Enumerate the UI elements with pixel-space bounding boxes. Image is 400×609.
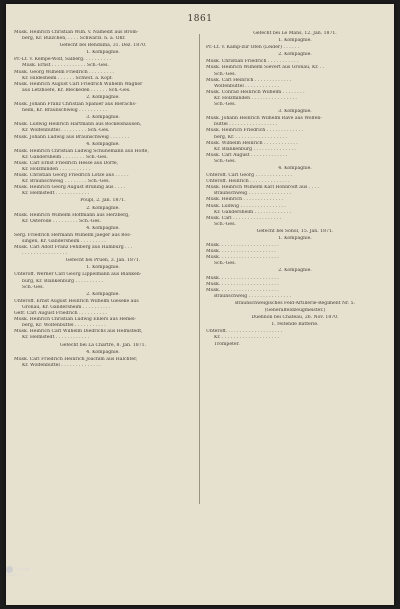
text-line: burg, Kr. Blankenburg . . . . . . . . . . — [22, 278, 104, 284]
logo-icon — [6, 566, 13, 573]
section-heading: 4. Kompagnie. — [86, 141, 120, 147]
text-line: Musk. Conrad Heinrich Wilhelm . . . . . . . . — [206, 89, 305, 95]
text-line: Musk. Heinrich August Carl Friedrich Wilhelm Wagner — [14, 81, 143, 87]
text-line: Musk. . . . . . . . . . . . . . . . . . . . . — [206, 287, 279, 293]
section-heading: 2. Kompagnie. — [86, 94, 120, 100]
text-line: Musk. Heinrich Wilhelm Karl Hohnrodt aus . . . . — [206, 185, 320, 191]
section-heading: 1. Kompagnie. — [278, 38, 312, 44]
text-line: Musk. Johann Heinrich Wilhelm Rave aus Wolfen- — [206, 116, 322, 122]
text-line: Kr. Hildesheim . . . . . . Schwst. a. Kopf. — [22, 75, 113, 81]
text-line: Sch.-Ges. — [214, 158, 236, 164]
text-line: Musk. Ludwig . . . . . . . . . . . . . . . . — [206, 203, 286, 209]
text-line: Musk. Ludwig Heinrich Hartmann aus Bockelshausen, — [14, 122, 142, 128]
text-line: Sch.-Ges. — [214, 261, 236, 267]
text-line: Kr. Osterode . . . . . . . . . Sch.-Ges. — [22, 218, 101, 224]
text-line: Musk. . . . . . . . . . . . . . . . . . . . . — [206, 243, 279, 249]
text-line: Musk. Heinrich . . . . . . . . . . . . . . — [206, 197, 283, 203]
text-line: Kr. Wolfenbüttel . . . . . . . . . . . . . . — [22, 362, 101, 368]
text-line: Kr. Gandersheim . . . . . . . . . . . . . — [214, 209, 292, 215]
text-line: Unteroff. Ernst August Heinrich Wilhelm Gieseke aus — [14, 298, 139, 304]
section-heading: 1. Kompagnie. — [86, 265, 120, 271]
section-heading: (Generalfeldzeugmeister.) — [264, 308, 326, 314]
text-line: Musk. Carl . . . . . . . . . . . . . . . . . — [206, 215, 282, 221]
text-line: Unteroff. . . . . . . . . . . . . . . . . . . . — [206, 329, 283, 335]
text-line: Unteroff. Werner Carl Georg Lippelmann aus Blanken- — [14, 272, 142, 278]
section-heading: 4. Kompagnie. — [86, 225, 120, 231]
page-number: 1861 — [187, 14, 213, 24]
left-column — [14, 30, 192, 369]
text-line: Musk. Heinrich Christian Ludwig Ehlers aus Hemel- — [14, 317, 137, 323]
section-heading: Gefecht bei La Chartre, 8. Jan. 1871. — [59, 342, 147, 348]
text-line: Musk. Heinrich Wilhelm Hoffmann aus Herzberg, — [14, 212, 130, 218]
text-line: Musk. Heinrich Carl Wilhelm Diedrichs aus Helmstedt, — [14, 329, 143, 335]
text-line: Musk. Carl Ernst Friedrich Hesse aus Dorfe, — [14, 160, 119, 166]
section-heading: 3. Kompagnie. — [278, 109, 312, 115]
section-heading: Braunschweigisches Feld-Artillerie-Regiment Nr. 5. — [234, 300, 356, 306]
text-line: Musk. Carl Friedrich Heinrich Joachim aus Halchter, — [14, 356, 138, 362]
logo-line-2: Library — [6, 573, 18, 577]
text-line: Musk. . . . . . . . . . . . . . . . . . . . . — [206, 275, 279, 281]
text-line: Sch.-Ges. — [214, 102, 236, 108]
text-line: . . . . . . . . . . . . . . . . — [22, 251, 68, 257]
text-line: Musk. Johann Ludwig aus Braunschweig . . . . . . . — [14, 134, 130, 140]
text-line: büttel . . . . . . . . . . . . . . . . . — [214, 122, 278, 128]
text-line: Kr. Holzminden . . . . . . . . . . . . . . . . — [214, 95, 297, 101]
text-line: Kr. Gandersheim . . . . . . . . Sch.-Ges. — [22, 154, 108, 160]
section-heading: Duennon bei Chateau, 26. Nov. 1870. — [251, 315, 339, 321]
text-line: Serg. Friedrich Hermann Wilhelm Jaeger aus Bös- — [14, 232, 132, 238]
text-line: Braunschweig . . . . . . . . . . . . . . . — [214, 293, 291, 299]
section-heading: Gefecht bei Benduma, 31. Dez. 1870. — [59, 43, 147, 49]
text-line: Pr.-Lt. v. Kempe-Wolf, Salberg. . . . . . . . . . — [14, 57, 111, 63]
section-heading: 4. Kompagnie. — [278, 165, 312, 171]
text-line: berg, Kr. Bülzchen, . . . . Schwarzl. n. a. Ohr. — [22, 36, 126, 42]
section-heading: 4. Kompagnie. — [86, 349, 120, 355]
text-line: Sch.-Ges. — [214, 71, 236, 77]
text-line: aus Letzhoefe, Kr. Bleckeden . . . . . . Sch.-Ges. — [22, 87, 131, 93]
text-line: Musk. Carl Heinrich . . . . . . . . . . . . . — [206, 77, 292, 83]
text-line: Unteroff. Carl Georg . . . . . . . . . . . . . — [206, 173, 293, 179]
text-line: Sch.-Ges. — [22, 284, 44, 290]
text-line: Musk. Johann Franz Christian Spanier aus Bierachs- — [14, 102, 137, 108]
text-line: Musk. Ernst . . . . . . . . . . . . Sch.-Ges. — [22, 63, 109, 69]
text-line: Wolfenbüttel . . . . . . . . . . . . — [214, 83, 279, 89]
text-line: Kr. Braunschweig . . . . . . . . Sch.-Ges. — [22, 179, 110, 185]
text-line: Gronau, Kr. Gandersheim . . . . . . . . . . — [22, 304, 111, 310]
text-line: Musk. Georg Wilhelm Friedrich . . . . . . . . . — [14, 69, 115, 75]
right-column — [206, 30, 384, 348]
text-line: Unteroff. Heinrich . . . . . . . . . . . . . . — [206, 179, 290, 185]
text-line: Musk. Heinrich Wilhelm Sievert aus Gronau, Kr. . . — [206, 65, 325, 71]
section-heading: 2. Kompagnie. — [278, 52, 312, 58]
section-heading: 2. Kompagnie. — [86, 291, 120, 297]
text-line: Musk. . . . . . . . . . . . . . . . . . . . . — [206, 281, 279, 287]
section-heading: 2. Kompagnie. — [278, 268, 312, 274]
section-heading: 1. Kompagnie. — [86, 50, 120, 56]
section-heading: Gefecht bei Sonol, 15. Jan. 1871. — [256, 228, 334, 234]
text-line: Braunschweig . . . . . . . . . . . . . . . — [214, 191, 291, 197]
text-line: Kr. Holzminden . . . . . . . . . . . — [22, 166, 91, 172]
document-page — [6, 4, 394, 605]
text-line: Kr. Helmstedt . . . . . . . . . . . . — [22, 335, 90, 341]
text-line: Trompeter. — [214, 341, 240, 347]
text-line: Musk. . . . . . . . . . . . . . . . . . . . — [206, 249, 276, 255]
section-heading: Gefecht bei Le Mans, 12. Jan. 1871. — [253, 31, 337, 36]
text-line: Kr. . . . . . . . . . . . . . . . . . . . . — [214, 335, 279, 341]
text-line: Pr.-Lt. v. Kamp-zur Ofen (Leider) . . . . . . — [206, 45, 300, 51]
text-line: Musk. Heinrich Friedrich . . . . . . . . . . . . . — [206, 128, 304, 134]
text-line: Sch.-Ges. — [214, 221, 236, 227]
text-line: Musk. . . . . . . . . . . . . . . . . . . . . — [206, 255, 279, 261]
text-line: Musk. Wilhelm Heinrich . . . . . . . . . . . . — [206, 140, 298, 146]
text-line: singen, Kr. Gandersheim . . . . . . . . . — [22, 239, 106, 244]
text-line: Gefr. Carl August Friedrich . . . . . . . . . . — [14, 311, 107, 317]
section-heading: Poupl, 2. Jan. 1871. — [80, 198, 126, 204]
text-line: berg, Kr. . . . . . . . . . . . . . . . . . . — [214, 134, 287, 140]
section-heading: Gefecht bei Pruen, 3. Jan. 1871. — [65, 258, 141, 264]
text-line: Kr. Blankenburg . . . . . . . . . . . . . . . — [214, 146, 296, 152]
text-line: Musk. Carl August . . . . . . . . . . . . . — [206, 152, 288, 158]
library-logo — [6, 566, 66, 577]
text-line: Musk. Christian Friedrich . . . . . . . . . . . — [206, 59, 299, 65]
logo-line-1: Scientific — [16, 567, 31, 572]
text-line: berg, Kr. Wolfenbüttel . . . . . . . . . . . — [22, 323, 106, 329]
text-line: heim, Kr. Braunschweig . . . . . . . . . . — [22, 108, 107, 114]
column-divider — [199, 34, 200, 504]
text-line: Musk. Heinrich Christian Ludwig Schünemann aus Holte, — [14, 148, 149, 154]
section-heading: 1. Kompagnie. — [278, 236, 312, 241]
text-line: Kr. Wolfenbüttel . . . . . . . . . Sch.-Ges. — [22, 128, 110, 134]
section-heading: 2. Kompagnie. — [86, 205, 120, 211]
text-line: Musk. Heinrich Georg August Brüning aus . . . . — [14, 185, 126, 191]
text-line: Musk. Carl Adolf Franz Fehlberg aus Hamburg . . . — [14, 245, 133, 251]
text-line: Musk. Heinrich Christian Wilh. v. Namedit aus Brom- — [14, 30, 139, 35]
section-heading: 1. reitende Batterie. — [271, 322, 319, 328]
section-heading: 3. Kompagnie. — [86, 115, 120, 121]
text-line: Kr. Helmstedt . . . . . . . . . . . . — [22, 191, 90, 197]
text-line: Musk. Christian Georg Friedrich Lotze aus . . . . . — [14, 173, 129, 179]
